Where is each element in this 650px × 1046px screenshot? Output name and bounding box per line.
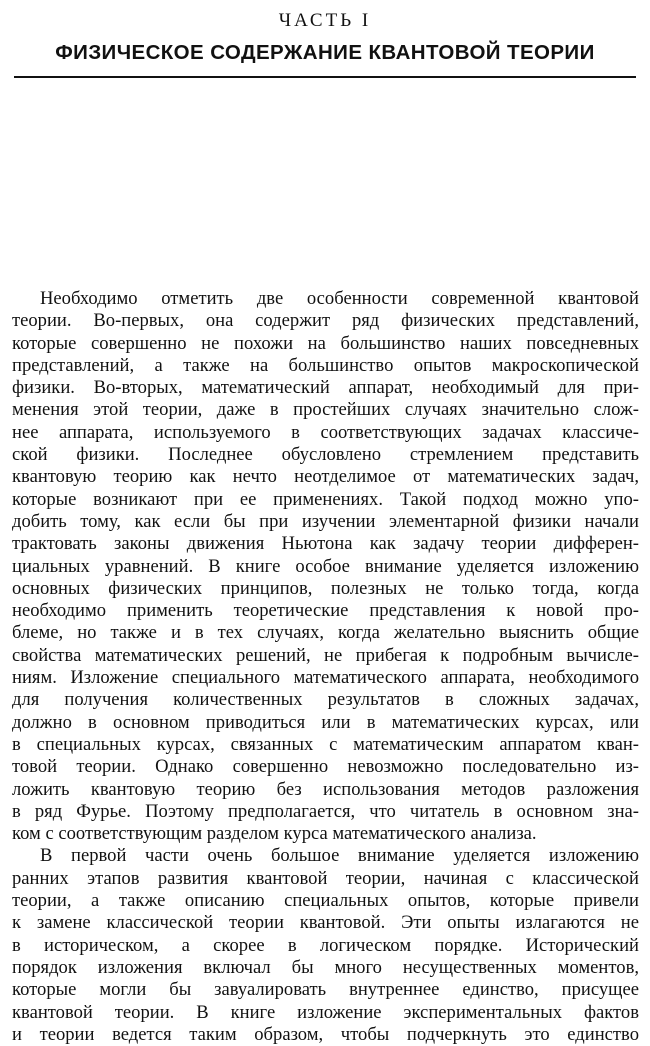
text-line: нее аппарата, используемого в соответствующих задачах классиче- bbox=[12, 421, 639, 443]
text-line: к замене классической теории квантовой. Эти опыты излагаются не bbox=[12, 912, 639, 934]
chapter-title: ФИЗИЧЕСКОЕ СОДЕРЖАНИЕ КВАНТОВОЙ ТЕОРИИ bbox=[55, 41, 595, 64]
text-line: В первой части очень большое внимание уделяется изложению bbox=[40, 845, 639, 867]
text-line: и теории ведется таким образом, чтобы подчеркнуть это единство bbox=[12, 1023, 639, 1045]
text-line: квантовой теории. В книге изложение экспериментальных фактов bbox=[12, 1001, 639, 1023]
text-line: трактовать законы движения Ньютона как задачу теории дифферен- bbox=[12, 533, 639, 555]
text-line: товой теории. Однако совершенно невозможно последовательно из- bbox=[12, 756, 639, 778]
text-line: ской физики. Последнее обусловлено стремлением представить bbox=[12, 444, 639, 466]
text-line: в ряд Фурье. Поэтому предполагается, что читатель в основном зна- bbox=[12, 800, 639, 822]
text-line: физики. Во-вторых, математический аппарат, необходимый для при- bbox=[12, 377, 639, 399]
text-line: теории, а также описанию специальных опытов, которые привели bbox=[12, 890, 639, 912]
text-line: свойства математических решений, не прибегая к подробным вычисле- bbox=[12, 644, 639, 666]
text-line: представлений, а также на большинство опытов макроскопической bbox=[12, 354, 639, 376]
part-label: ЧАСТЬ I bbox=[278, 10, 372, 31]
text-line: которые могли бы завуалировать внутреннее единство, присущее bbox=[12, 979, 639, 1001]
text-line: Необходимо отметить две особенности современной квантовой bbox=[40, 288, 639, 309]
text-line: блеме, но также и в тех случаях, когда желательно выяснить общие bbox=[12, 622, 639, 644]
text-line: ранних этапов развития квантовой теории, начиная с классической bbox=[12, 867, 639, 889]
text-line: необходимо применить теоретические представления к новой про- bbox=[12, 600, 639, 622]
text-line: в историческом, а скорее в логическом порядке. Исторический bbox=[12, 934, 639, 956]
title-rule bbox=[14, 76, 636, 78]
text-line: ниям. Изложение специального математического аппарата, необходимого bbox=[12, 667, 639, 689]
text-line: которые совершенно не похожи на большинство наших повседневных bbox=[12, 332, 639, 354]
text-line: ком с соответствующим разделом курса математического анализа. bbox=[12, 823, 537, 845]
text-line: добить тому, как если бы при изучении элементарной физики начали bbox=[12, 510, 639, 532]
text-line: теории. Во-первых, она содержит ряд физических представлений, bbox=[12, 310, 639, 332]
text-line: квантовую теорию как нечто неотделимое от математических задач, bbox=[12, 466, 639, 488]
text-line: порядок изложения включал бы много несущественных моментов, bbox=[12, 956, 639, 978]
text-line: для получения количественных результатов в сложных задачах, bbox=[12, 689, 639, 711]
text-line: должно в основном приводиться или в математических курсах, или bbox=[12, 711, 639, 733]
body-text bbox=[12, 288, 639, 1046]
text-line: в специальных курсах, связанных с математическим аппаратом кван- bbox=[12, 733, 639, 755]
text-line: циальных уравнений. В книге особое внимание уделяется изложению bbox=[12, 555, 639, 577]
text-line: основных физических принципов, полезных не только тогда, когда bbox=[12, 577, 639, 599]
text-line: которые возникают при ее применениях. Такой подход можно упо- bbox=[12, 488, 639, 510]
text-line: менения этой теории, даже в простейших случаях значительно слож- bbox=[12, 399, 639, 421]
text-line: ложить квантовую теорию без использования методов разложения bbox=[12, 778, 639, 800]
